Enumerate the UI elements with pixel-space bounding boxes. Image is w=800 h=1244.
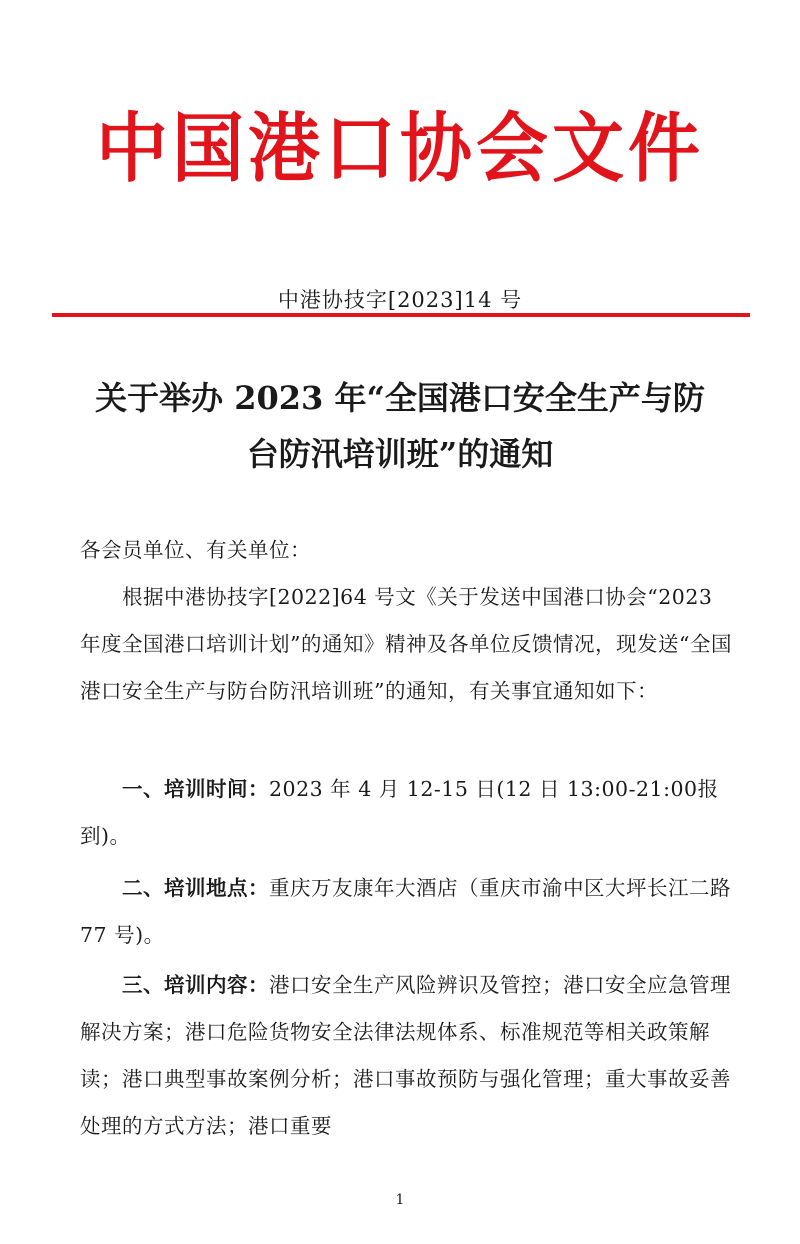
salutation-text: 各会员单位、有关单位： (80, 538, 311, 562)
notice-title-line-1: 关于举办 2023 年“全国港口安全生产与防 (95, 379, 705, 417)
section-training-time-paragraph (80, 766, 735, 860)
section-training-location-paragraph (80, 865, 735, 959)
notice-title-line-2: 台防汛培训班”的通知 (246, 435, 554, 473)
salutation (80, 527, 735, 574)
section-label: 一、培训时间： (122, 777, 269, 801)
section-training-location (80, 865, 735, 959)
document-number: 中港协技字[2023]14 号 (277, 288, 523, 312)
section-training-content-paragraph (80, 962, 735, 1150)
notice-title (60, 370, 740, 482)
section-training-content (80, 962, 735, 1150)
section-text: 2023 年 4 月 12-15 日(12 日 13:00-21:00报到)。 (80, 777, 719, 848)
section-label: 二、培训地点： (122, 876, 269, 900)
intro-text: 根据中港协技字[2022]64 号文《关于发送中国港口协会“2023 年度全国港口培训计划”的通知》精神及各单位反馈情况，现发送“全国港口安全生产与防台防汛培训班”的通知，有关事宜通知如下： (80, 585, 732, 703)
intro-paragraph (80, 574, 735, 715)
page-number: 1 (395, 1192, 405, 1208)
section-label: 三、培训内容： (122, 973, 269, 997)
section-text: 港口安全生产风险辨识及管控；港口安全应急管理解决方案；港口危险货物安全法律法规体系、标准规范等相关政策解读；港口典型事故案例分析；港口事故预防与强化管理；重大事故妥善处理的方式方法；港口重要 (80, 973, 731, 1138)
org-document-title: 中国港口协会文件 (95, 103, 704, 193)
section-text: 重庆万友康年大酒店（重庆市渝中区大坪长江二路 77 号)。 (80, 876, 731, 947)
section-training-time (80, 766, 735, 860)
red-divider-line (52, 313, 750, 317)
